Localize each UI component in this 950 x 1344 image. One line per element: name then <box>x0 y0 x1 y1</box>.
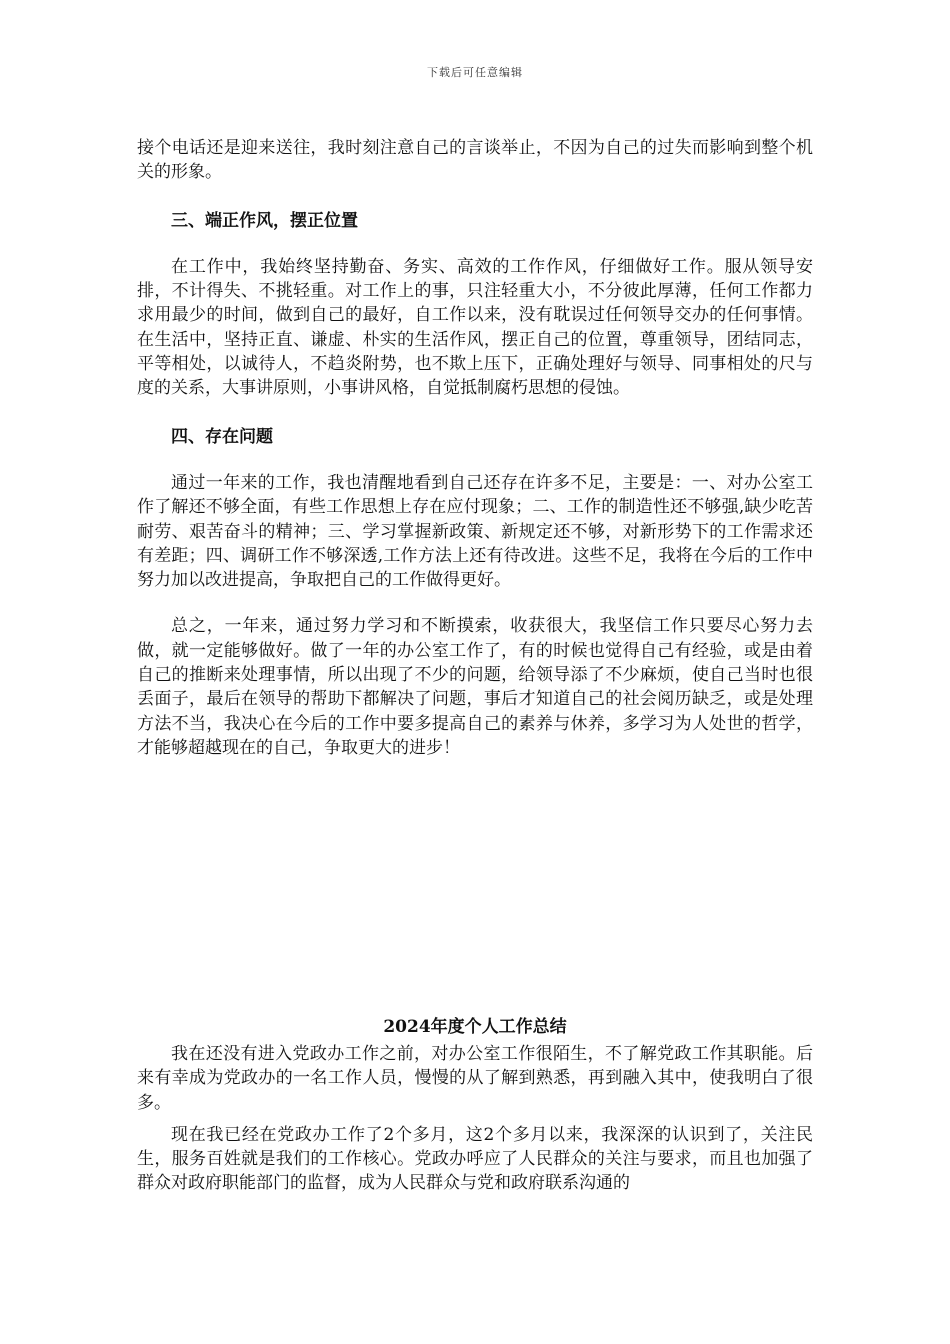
continuation-paragraph: 接个电话还是迎来送往，我时刻注意自己的言谈举止，不因为自己的过失而影响到整个机关的形象。 <box>137 138 813 183</box>
document-body <box>137 136 813 760</box>
paragraph-problems: 通过一年来的工作，我也清醒地看到自己还存在许多不足，主要是：一、对办公室工作了解还不够全面，有些工作思想上存在应付现象；二、工作的制造性还不够强,缺少吃苦耐劳、艰苦奋斗的精神；三、学习掌握新政策、新规定还不够，对新形势下的工作需求还有差距；四、调研工作不够深透,工作方法上还有待改进。这些不足，我将在今后的工作中努力加以改进提高，争取把自己的工作做得更好。 <box>137 472 813 591</box>
paragraph-current-work: 现在我已经在党政办工作了2个多月，这2个多月以来，我深深的认识到了，关注民生，服务百姓就是我们的工作核心。党政办呼应了人民群众的关注与要求，而且也加强了群众对政府职能部门的监督，成为人民群众与党和政府联系沟通的 <box>137 1124 813 1194</box>
paragraph-work-style: 在工作中，我始终坚持勤奋、务实、高效的工作作风，仔细做好工作。服从领导安排，不计得失、不挑轻重。对工作上的事，只注轻重大小，不分彼此厚薄，任何工作都力求用最少的时间，做到自己的最好，自工作以来，没有耽误过任何领导交办的任何事情。在生活中，坚持正直、谦虚、朴实的生活作风，摆正自己的位置，尊重领导，团结同志，平等相处，以诚待人，不趋炎附势，也不欺上压下，正确处理好与领导、同事相处的尺与度的关系，大事讲原则，小事讲风格，自觉抵制腐朽思想的侵蚀。 <box>137 256 813 399</box>
paragraph-summary: 总之，一年来，通过努力学习和不断摸索，收获很大，我坚信工作只要尽心努力去做，就一定能够做好。做了一年的办公室工作了，有的时候也觉得自己有经验，或是由着自己的推断来处理事情，所以出现了不少的问题，给领导添了不少麻烦，使自己当时也很丢面子，最后在领导的帮助下都解决了问题，事后才知道自己的社会阅历缺乏，或是处理方法不当，我决心在今后的工作中要多提高自己的素养与休养，多学习为人处世的哲学，才能够超越现在的自己，争取更大的进步！ <box>137 616 813 758</box>
document-title: 2024年度个人工作总结 <box>383 1017 567 1037</box>
section-heading-3: 三、端正作风，摆正位置 <box>171 210 358 231</box>
section-heading-4: 四、存在问题 <box>171 426 273 447</box>
page-header: 下载后可任意编辑 <box>427 66 523 79</box>
paragraph-intro: 我在还没有进入党政办工作之前，对办公室工作很陌生，不了解党政工作其职能。后来有幸成为党政办的一名工作人员，慢慢的从了解到熟悉，再到融入其中，使我明白了很多。 <box>137 1044 813 1113</box>
document-body-2 <box>137 1042 813 1196</box>
